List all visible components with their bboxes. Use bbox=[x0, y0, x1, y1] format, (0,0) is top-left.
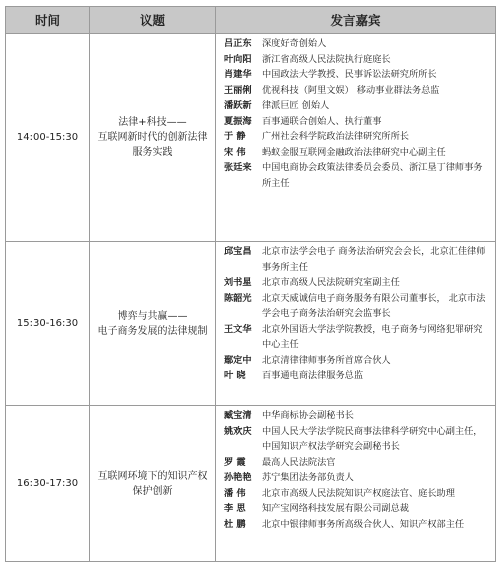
session-topic bbox=[90, 242, 216, 406]
speaker-entry bbox=[224, 52, 491, 68]
speaker-name: 于 静 bbox=[224, 131, 246, 142]
speaker-title: 北京天威诚信电子商务服务有限公司董事长， 北京市法学会电子商务法治研究会监事长 bbox=[262, 292, 486, 319]
agenda-row-2 bbox=[6, 242, 496, 406]
speaker-title: 律派巨匠 创始人 bbox=[262, 100, 330, 111]
speaker-entry bbox=[224, 291, 491, 322]
speaker-title: 北京中银律师事务所高级合伙人、知识产权部主任 bbox=[262, 518, 465, 530]
speaker-title: 百事通电商法律服务总监 bbox=[262, 370, 364, 381]
agenda-row-3 bbox=[6, 406, 496, 562]
speaker-entry bbox=[224, 501, 491, 517]
speaker-entry bbox=[224, 67, 491, 83]
speaker-entry bbox=[224, 353, 491, 369]
speaker-name: 姚欢庆 bbox=[224, 425, 252, 437]
header-time: 时间 bbox=[6, 7, 90, 34]
speaker-entry bbox=[224, 129, 491, 145]
speaker-entry bbox=[224, 36, 491, 52]
speaker-title: 北京市法学会电子 商务法治研究会会长，北京汇佳律师事务所主任 bbox=[262, 246, 486, 273]
session-time: 15:30-16:30 bbox=[6, 242, 90, 406]
speaker-name: 潘 伟 bbox=[224, 487, 246, 499]
speaker-name: 吕正东 bbox=[224, 38, 252, 49]
speaker-title: 北京外国语大学法学院教授，电子商务与网络犯罪研究中心主任 bbox=[262, 323, 483, 350]
topic-line: 电子商务发展的法律规制 bbox=[97, 325, 208, 337]
speaker-name: 夏振海 bbox=[224, 115, 252, 127]
speaker-list bbox=[216, 242, 496, 406]
speaker-name: 王文华 bbox=[224, 323, 252, 335]
speaker-entry bbox=[224, 114, 491, 130]
speaker-title: 优视科技（阿里文娱） 移动事业群法务总监 bbox=[262, 84, 440, 96]
topic-line: 博弈与共赢—— bbox=[117, 310, 188, 322]
topic-line: 互联网新时代的创新法律 bbox=[97, 132, 208, 143]
header-speakers: 发言嘉宾 bbox=[216, 7, 496, 34]
speaker-entry bbox=[224, 470, 491, 486]
speaker-name: 臧宝清 bbox=[224, 410, 252, 421]
speaker-entry bbox=[224, 408, 491, 424]
speaker-title: 北京清律律师事务所首席合伙人 bbox=[262, 354, 391, 366]
speaker-entry bbox=[224, 98, 491, 114]
speaker-name: 李 思 bbox=[224, 503, 246, 514]
speaker-title: 浙江省高级人民法院执行庭庭长 bbox=[262, 53, 391, 65]
header-row bbox=[6, 7, 496, 34]
speaker-name: 罗 霞 bbox=[224, 456, 246, 468]
speaker-title: 知产宝网络科技发展有限公司副总裁 bbox=[262, 503, 409, 514]
speaker-entry bbox=[224, 145, 491, 161]
topic-line: 法律+科技—— bbox=[118, 117, 187, 128]
speaker-entry bbox=[224, 517, 491, 533]
speaker-title: 中国政法大学教授、民事诉讼法研究所所长 bbox=[262, 69, 437, 80]
session-time: 14:00-15:30 bbox=[6, 34, 90, 242]
speaker-entry bbox=[224, 424, 491, 455]
agenda-table bbox=[5, 6, 496, 562]
session-topic bbox=[90, 34, 216, 242]
speaker-name: 肖建华 bbox=[224, 69, 252, 80]
speaker-title: 中华商标协会副秘书长 bbox=[262, 410, 354, 421]
speaker-name: 叶 晓 bbox=[224, 370, 246, 381]
topic-line: 互联网环境下的知识产权 bbox=[97, 470, 208, 482]
speaker-title: 深度好奇创始人 bbox=[262, 38, 327, 49]
speaker-entry bbox=[224, 83, 491, 99]
agenda-row-1 bbox=[6, 34, 496, 242]
speaker-name: 陈韶光 bbox=[224, 292, 252, 304]
speaker-entry bbox=[224, 160, 491, 191]
speaker-name: 张廷来 bbox=[224, 162, 252, 173]
speaker-title: 中国电商协会政策法律委员会委员、浙江垦丁律师事务所主任 bbox=[262, 162, 483, 189]
speaker-title: 蚂蚁金服互联网金融政治法律研究中心副主任 bbox=[262, 146, 446, 158]
speaker-entry bbox=[224, 455, 491, 471]
speaker-entry bbox=[224, 275, 491, 291]
speaker-entry bbox=[224, 368, 491, 384]
session-time: 16:30-17:30 bbox=[6, 406, 90, 562]
speaker-title: 北京市高级人民法院知识产权庭法官、庭长助理 bbox=[262, 487, 455, 499]
topic-line: 服务实践 bbox=[132, 147, 173, 158]
speaker-name: 邱宝昌 bbox=[224, 246, 252, 257]
topic-line: 保护创新 bbox=[132, 485, 173, 497]
speaker-name: 宋 伟 bbox=[224, 146, 246, 158]
session-topic bbox=[90, 406, 216, 562]
speaker-entry bbox=[224, 244, 491, 275]
speaker-title: 百事通联合创始人、执行董事 bbox=[262, 115, 382, 127]
speaker-entry bbox=[224, 322, 491, 353]
speaker-name: 孙艳艳 bbox=[224, 472, 252, 483]
speaker-name: 王丽俐 bbox=[224, 84, 252, 96]
speaker-name: 叶向阳 bbox=[224, 53, 252, 65]
speaker-title: 最高人民法院法官 bbox=[262, 456, 336, 468]
speaker-list bbox=[216, 34, 496, 242]
speaker-title: 广州社会科学院政治法律研究所所长 bbox=[262, 131, 409, 142]
speaker-name: 刘书星 bbox=[224, 277, 252, 288]
speaker-list bbox=[216, 406, 496, 562]
speaker-name: 潘跃新 bbox=[224, 100, 252, 111]
speaker-name: 杜 鹏 bbox=[224, 518, 246, 530]
speaker-entry bbox=[224, 486, 491, 502]
speaker-name: 鄢定中 bbox=[224, 354, 252, 366]
speaker-title: 北京市高级人民法院研究室副主任 bbox=[262, 277, 400, 288]
header-topic: 议题 bbox=[90, 7, 216, 34]
speaker-title: 苏宁集团法务部负责人 bbox=[262, 472, 354, 483]
speaker-title: 中国人民大学法学院民商事法律科学研究中心副主任，中国知识产权法学研究会副秘书长 bbox=[262, 425, 483, 452]
